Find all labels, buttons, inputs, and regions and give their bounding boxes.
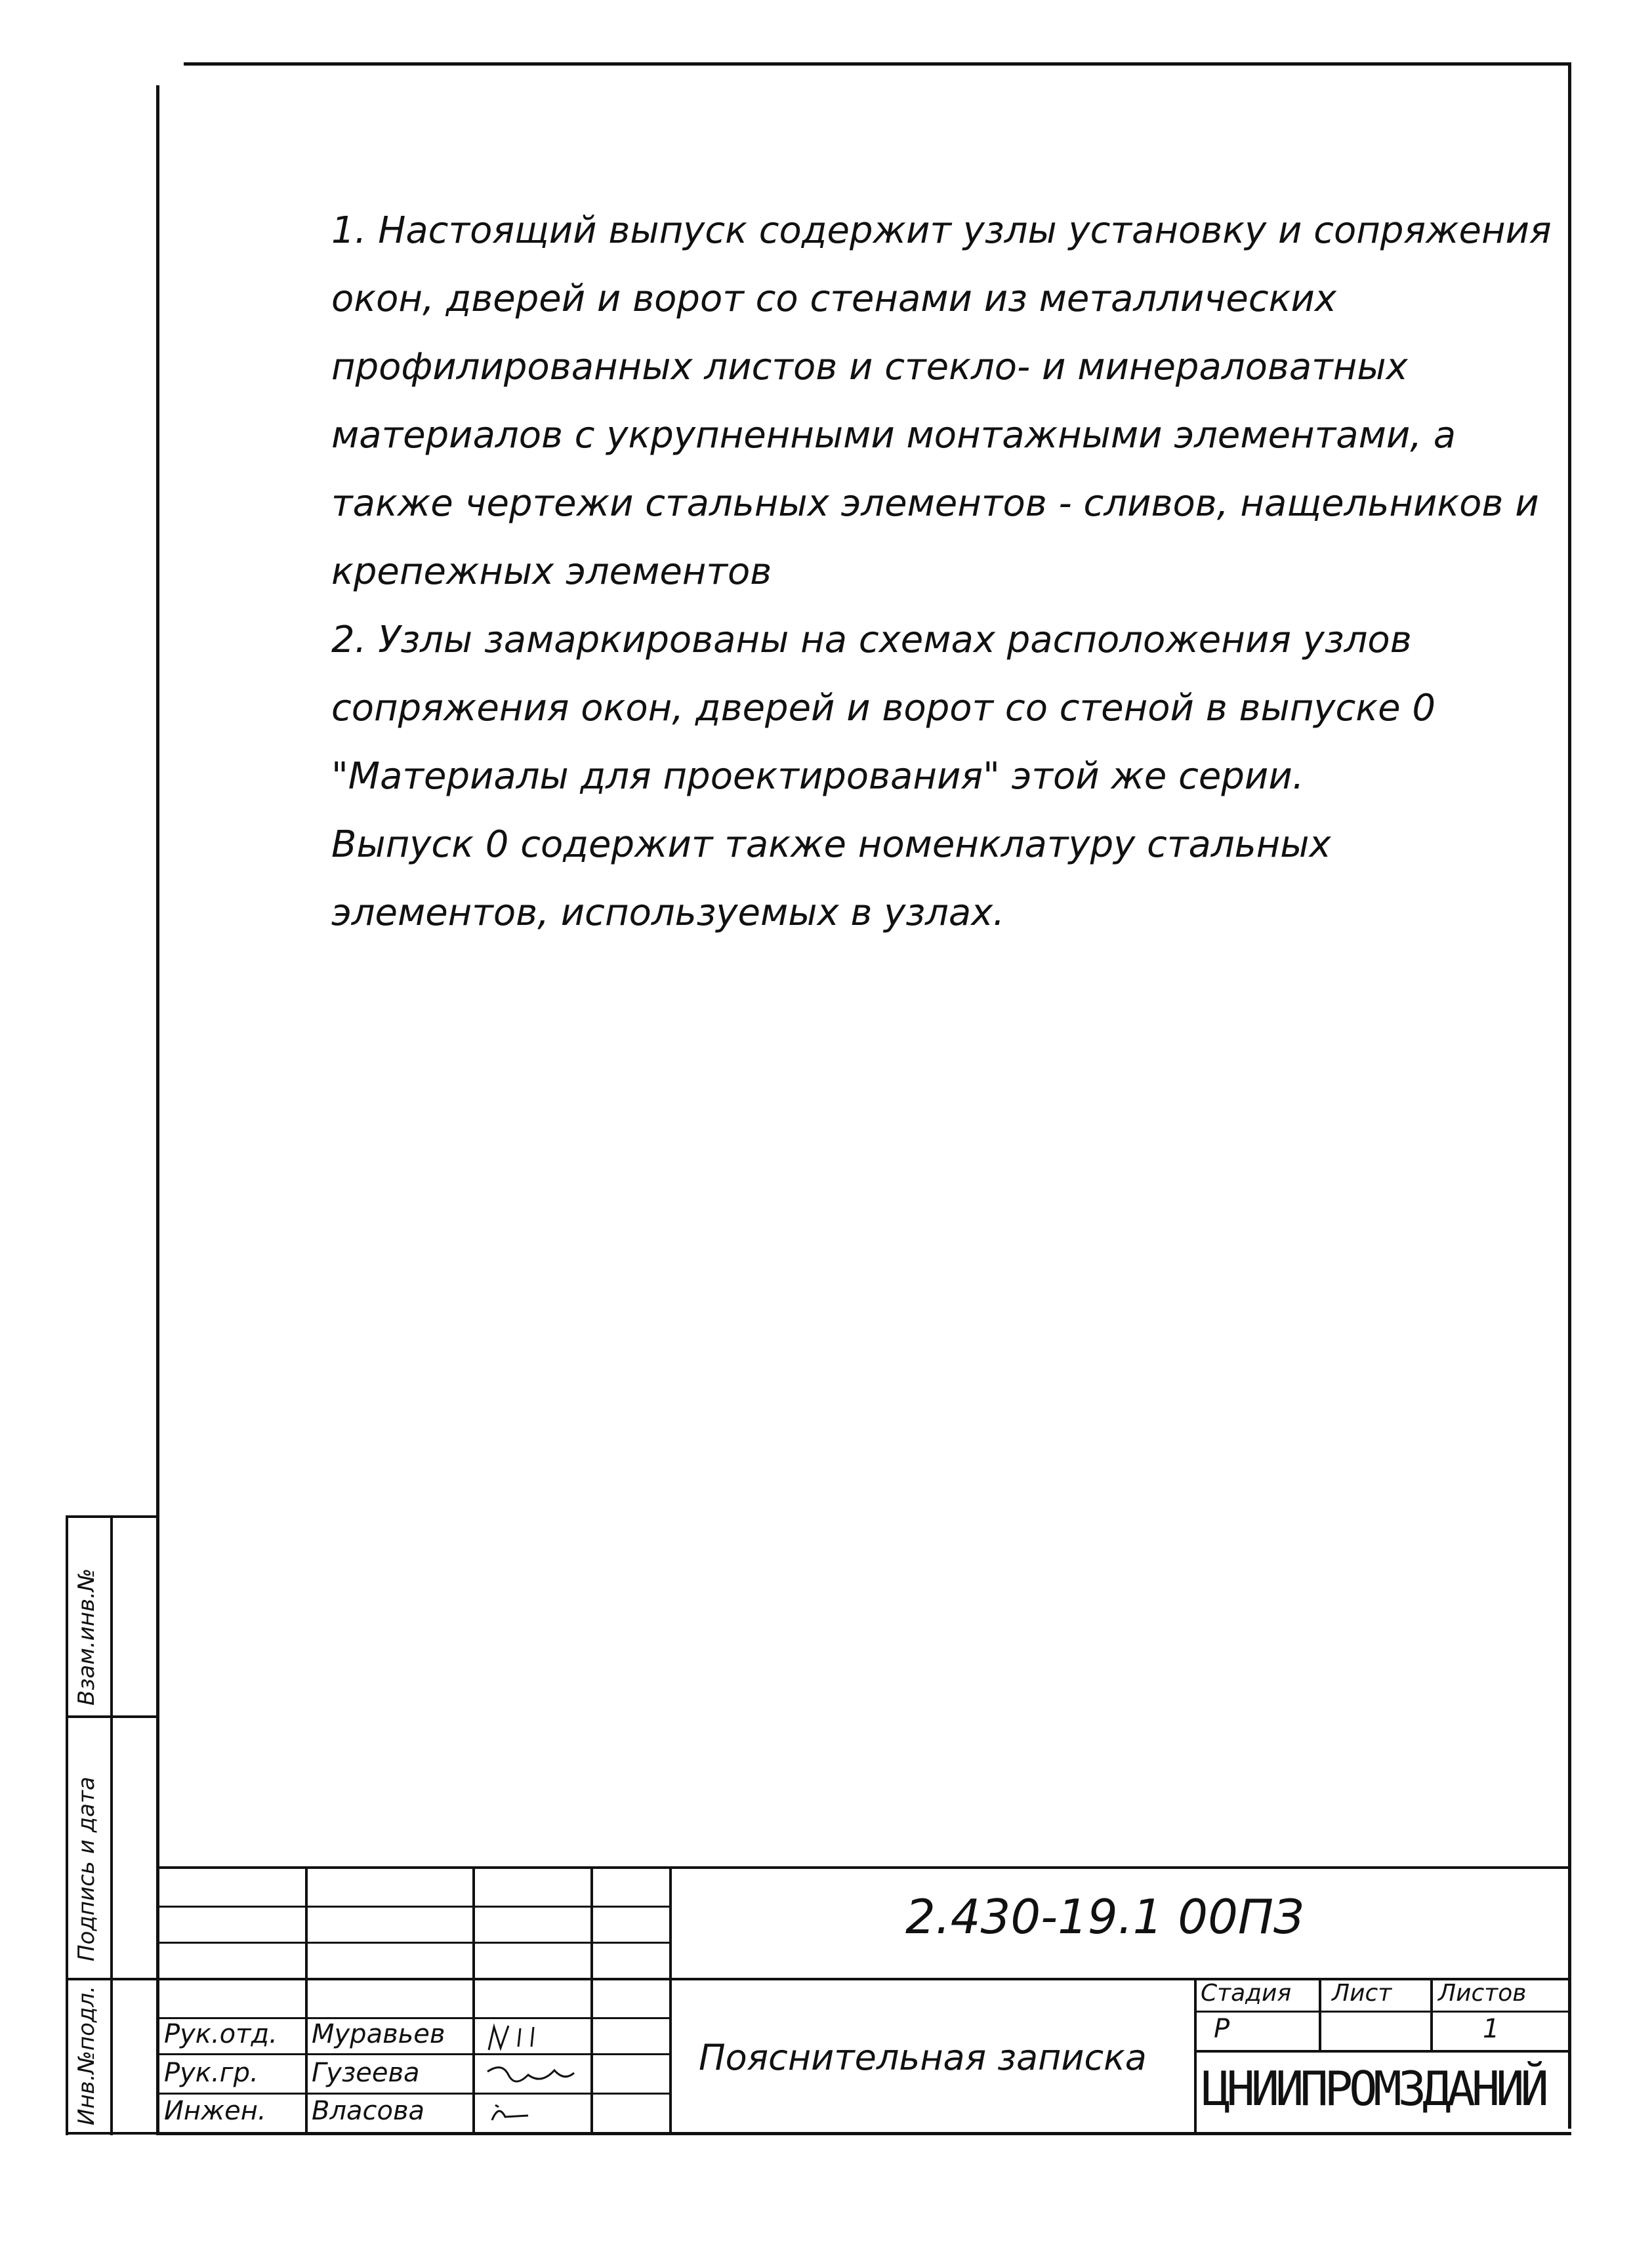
doc-title: Пояснительная записка (699, 2037, 1147, 2078)
tb-row-3 (156, 1978, 669, 1980)
vzam-inv-label: Взам.инв.№ (73, 1568, 100, 1706)
side-sep-2 (66, 1978, 159, 1980)
frame-bottom (156, 2132, 1571, 2135)
stage-grid-h2 (1194, 2050, 1571, 2053)
side-top (66, 1515, 159, 1518)
role-2: Рук.гр. (164, 2058, 258, 2088)
paragraph-3: Выпуск 0 содержит также номенклатуру стальных элементов, используемых в узлах. (331, 823, 1331, 934)
signature-3 (482, 2097, 581, 2130)
side-outer-left (66, 1515, 68, 2135)
stage-grid-h1 (1194, 2011, 1571, 2013)
side-bottom (66, 2132, 159, 2135)
paragraph-2: 2. Узлы замаркированы на схемах расположения узлов сопряжения окон, дверей и ворот со стеной в выпуске 0 "Материалы для проектирования" этой же серии. (331, 619, 1435, 798)
frame-left (156, 85, 159, 2135)
tb-row-1 (156, 1906, 669, 1908)
side-sep-1 (66, 1715, 159, 1718)
organization: ЦНИИПРОМЗДАНИЙ (1202, 2061, 1545, 2116)
sheet-label: Лист (1332, 1980, 1392, 2007)
side-divider (110, 1515, 113, 2135)
doc-code: 2.430-19.1 00ПЗ (905, 1889, 1304, 1944)
tb-mid (669, 1978, 1571, 1980)
frame-top (184, 62, 1571, 66)
role-1: Рук.отд. (164, 2019, 278, 2049)
inv-podl-label: Инв.№подл. (73, 1986, 100, 2125)
tb-row-6 (156, 2093, 669, 2095)
name-1: Муравьев (312, 2019, 445, 2049)
frame-right (1568, 62, 1571, 2129)
name-2: Гузеева (312, 2058, 420, 2088)
tb-top (156, 1866, 1571, 1869)
tb-vert-main (669, 1866, 672, 2135)
stage-grid-v1 (1319, 1978, 1321, 2050)
stage-grid-v2 (1430, 1978, 1433, 2050)
name-3: Власова (312, 2096, 425, 2126)
stage-value: Р (1214, 2014, 1230, 2044)
signature-2 (482, 2058, 581, 2091)
explanatory-text (233, 197, 1558, 947)
tb-row-5 (156, 2053, 669, 2055)
tb-row-2 (156, 1942, 669, 1944)
stage-label: Стадия (1201, 1980, 1292, 2007)
sheets-value: 1 (1483, 2014, 1500, 2044)
podpis-data-label: Подпись и дата (73, 1776, 100, 1961)
paragraph-1: 1. Настоящий выпуск содержит узлы установку и сопряжения окон, дверей и ворот со стенами из металлических профилированных листов и стекло- и минераловатных материалов с укрупненными монтажными элементами, а также чертежи стальных элементов - сливов, нащельников и крепежных элементов (331, 209, 1552, 593)
signature-1 (482, 2020, 581, 2053)
sheets-label: Листов (1438, 1980, 1527, 2007)
role-3: Инжен. (164, 2096, 266, 2126)
stage-grid-left (1194, 1978, 1197, 2135)
